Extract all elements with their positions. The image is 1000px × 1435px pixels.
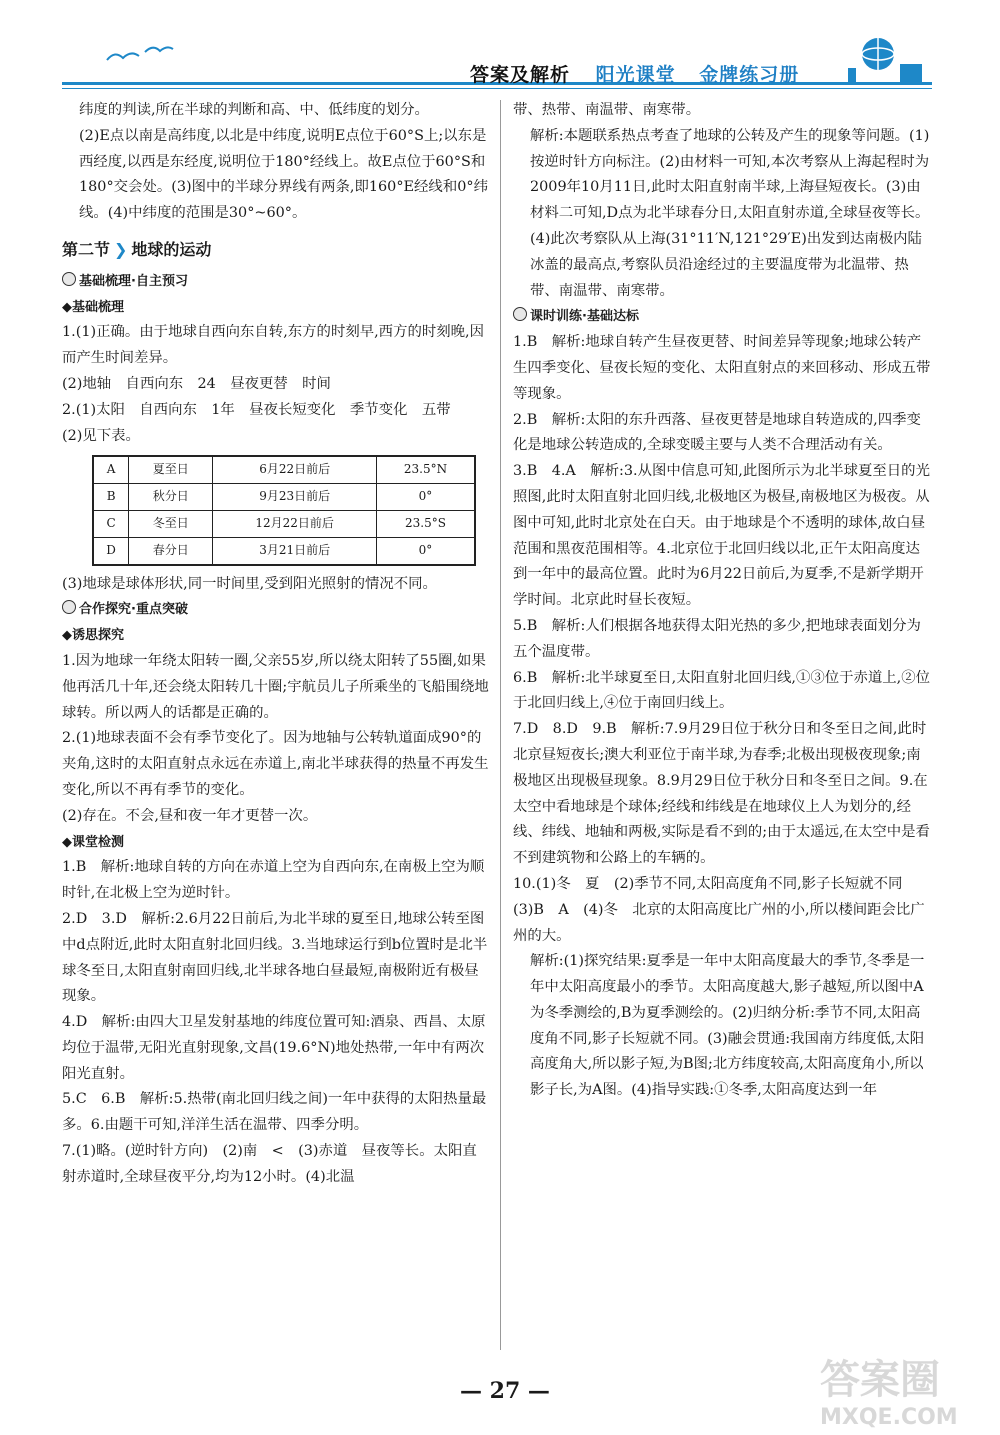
chevron-right-icon: ❯ (114, 239, 128, 259)
table-row: B 秋分日 9月23日前后 0° (93, 484, 475, 511)
page-number: — 27 — (460, 1378, 550, 1404)
table-row: D 春分日 3月21日前后 0° (93, 537, 475, 564)
answer-item: 7.D 8.D 9.B 解析:7.9月29日位于秋分日和冬至日之间,此时北京昼短夜长;澳大利亚位于南半球,为春季;北极出现极夜现象;南极地区出现极昼现象。8.9月29日位于秋分日和冬至日之间。9.在太空中看地球是个球体;经线和纬线是在地球仪上人为划分的,经线、纬线、地轴和两极,实际是看不到的;由于太遥远,在太空中是看不到建筑物和公路上的车辆的。 (513, 721, 930, 867)
answer-item: 1.(1)正确。由于地球自西向东自转,东方的时刻早,西方的时刻晚,因而产生时间差异。 (62, 324, 484, 367)
answer-item: (2)存在。不会,昼和夜一年才更替一次。 (62, 807, 318, 824)
header-rule-thin (62, 88, 932, 89)
answer-item: 1.B 解析:地球自转产生昼夜更替、时间差异等现象;地球公转产生四季变化、昼夜长短的变化、太阳直射点的来回移动、形成五带等现象。 (513, 334, 931, 402)
subsection-heading: 基础梳理·自主预习 (62, 269, 490, 295)
section-heading (62, 237, 490, 263)
left-column (62, 98, 490, 1191)
answer-item: 1.B 解析:地球自转的方向在赤道上空为自西向东,在南极上空为顺时针,在北极上空为逆时针。 (62, 859, 485, 902)
seasons-table (92, 455, 476, 565)
paragraph: (2)E点以南是高纬度,以北是中纬度,说明E点位于60°S上;以东是西经度,以西是东经度,说明位于180°经线上。故E点位于60°S和180°交会处。(3)图中的半球分界线有两条,即160°E经线和0°纬线。(4)中纬度的范围是30°~60°。 (79, 127, 488, 222)
table-row: A 夏至日 6月22日前后 23.5°N (93, 456, 475, 483)
answer-item: (2)见下表。 (62, 427, 140, 444)
answer-item: 5.C 6.B 解析:5.热带(南北回归线之间)一年中获得的太阳热量最多。6.由题干可知,洋洋生活在温带、四季分明。 (62, 1091, 487, 1134)
section-number: 第二节 (62, 239, 111, 259)
header-title (470, 60, 799, 87)
badge-icon (62, 600, 76, 614)
topic-heading: ◆课堂检测 (62, 834, 125, 850)
subsection-heading: 课时训练·基础达标 (513, 304, 933, 330)
page-header (0, 0, 1000, 110)
header-answers: 答案及解析 (470, 64, 571, 86)
globe-icon (838, 30, 933, 90)
topic-heading: ◆诱思探究 (62, 628, 125, 644)
answer-item: 1.因为地球一年绕太阳转一圈,父亲55岁,所以绕太阳转了55圈,如果他再活几十年,还会绕太阳转几十圈;宇航员儿子所乘坐的飞船围绕地球转。所以两人的话都是正确的。 (62, 652, 489, 721)
subsection-heading: 合作探究·重点突破 (62, 597, 490, 623)
answer-item: 带、热带、南温带、南寒带。 (513, 102, 701, 118)
table-row: C 冬至日 12月22日前后 23.5°S (93, 510, 475, 537)
badge-icon (62, 272, 76, 286)
answer-item: 10.(1)冬 夏 (2)季节不同,太阳高度角不同,影子长短就不同 (3)B A (4)冬 北京的太阳高度比广州的小,所以楼间距会比广州的大。 (513, 875, 925, 944)
explanation: 解析:本题联系热点考查了地球的公转及产生的现象等问题。(1)按逆时针方向标注。(2)由材料一可知,本次考察从上海起程时为2009年10月11日,此时太阳直射南半球,上海昼短夜长。(3)由材料二可知,D点为北半球春分日,太阳直射赤道,全球昼夜等长。(4)此次考察队从上海(31°11′N,121°29′E)出发到达南极内陆冰盖的最高点,考察队员沿途经过的主要温度带为北温带、热带、南温带、南寒带。 (530, 127, 930, 299)
answer-item: (2)地轴 自西向东 24 昼夜更替 时间 (62, 375, 331, 392)
answer-item: 2.B 解析:太阳的东升西落、昼夜更替是地球自转造成的,四季变化是地球公转造成的,全球变暖主要与人类不合理活动有关。 (513, 411, 921, 454)
answer-item: (3)地球是球体形状,同一时间里,受到阳光照射的情况不同。 (62, 575, 437, 592)
answer-item: 7.(1)略。(逆时针方向) (2)南 < (3)赤道 昼夜等长。太阳直射赤道时,全球昼夜平分,均为12小时。(4)北温 (62, 1143, 477, 1185)
answer-item: 3.B 4.A 解析:3.从图中信息可知,此图所示为北半球夏至日的光照图,此时太阳直射北回归线,北极地区为极昼,南极地区为极夜。从图中可知,此时北京处在白天。由于地球是个不透明的球体,故白昼范围和黑夜范围相等。4.北京位于北回归线以北,正午太阳高度达到一年中的最高位置。此时为6月22日前后,为夏季,不是新学期开学时间。北京此时昼长夜短。 (513, 463, 930, 609)
section-title: 地球的运动 (131, 239, 212, 259)
right-column (513, 98, 933, 1104)
watermark-logo: 答案圈 MXQE.COM (820, 1357, 958, 1430)
answer-item: 2.(1)地球表面不会有季节变化了。因为地轴与公转轨道面成90°的夹角,这时的太阳直射点永远在赤道上,南北半球获得的热量不再发生变化,所以不再有季节的变化。 (62, 730, 489, 798)
seagull-icon (105, 42, 175, 72)
answer-item: 2.D 3.D 解析:2.6月22日前后,为北半球的夏至日,地球公转至图中d点附近,此时太阳直射北回归线。3.当地球运行到b位置时是北半球冬至日,太阳直射南回归线,北半球各地白昼最短,南极附近有极昼现象。 (62, 910, 488, 1005)
badge-icon (513, 307, 527, 321)
paragraph: 纬度的判读,所在半球的判断和高、中、低纬度的划分。 (79, 102, 429, 118)
answer-item: 4.D 解析:由四大卫星发射基地的纬度位置可知:酒泉、西昌、太原均位于温带,无阳光直射现象,文昌(19.6°N)地处热带,一年中有两次阳光直射。 (62, 1014, 486, 1082)
answer-item: 6.B 解析:北半球夏至日,太阳直射北回归线,①③位于赤道上,②位于北回归线上,④位于南回归线上。 (513, 669, 931, 712)
answer-item: 5.B 解析:人们根据各地获得太阳光热的多少,把地球表面划分为五个温度带。 (513, 617, 921, 660)
explanation: 解析:(1)探究结果:夏季是一年中太阳高度最大的季节,冬季是一年中太阳高度最小的季节。太阳高度越大,影子越短,所以图中A为冬季测绘的,B为夏季测绘的。(2)归纳分析:季节不同,太阳高度角不同,影子长短就不同。(3)融会贯通:我国南方纬度低,太阳高度角大,所以影子短,为B图;北方纬度较高,太阳高度角小,所以影子长,为A图。(4)指导实践:①冬季,太阳高度达到一年 (530, 953, 925, 1099)
answer-item: 2.(1)太阳 自西向东 1年 昼夜长短变化 季节变化 五带 (62, 401, 451, 418)
header-series: 阳光课堂 (595, 64, 676, 86)
header-book: 金牌练习册 (699, 64, 800, 86)
column-divider (500, 100, 501, 1350)
topic-heading: ◆基础梳理 (62, 299, 125, 315)
